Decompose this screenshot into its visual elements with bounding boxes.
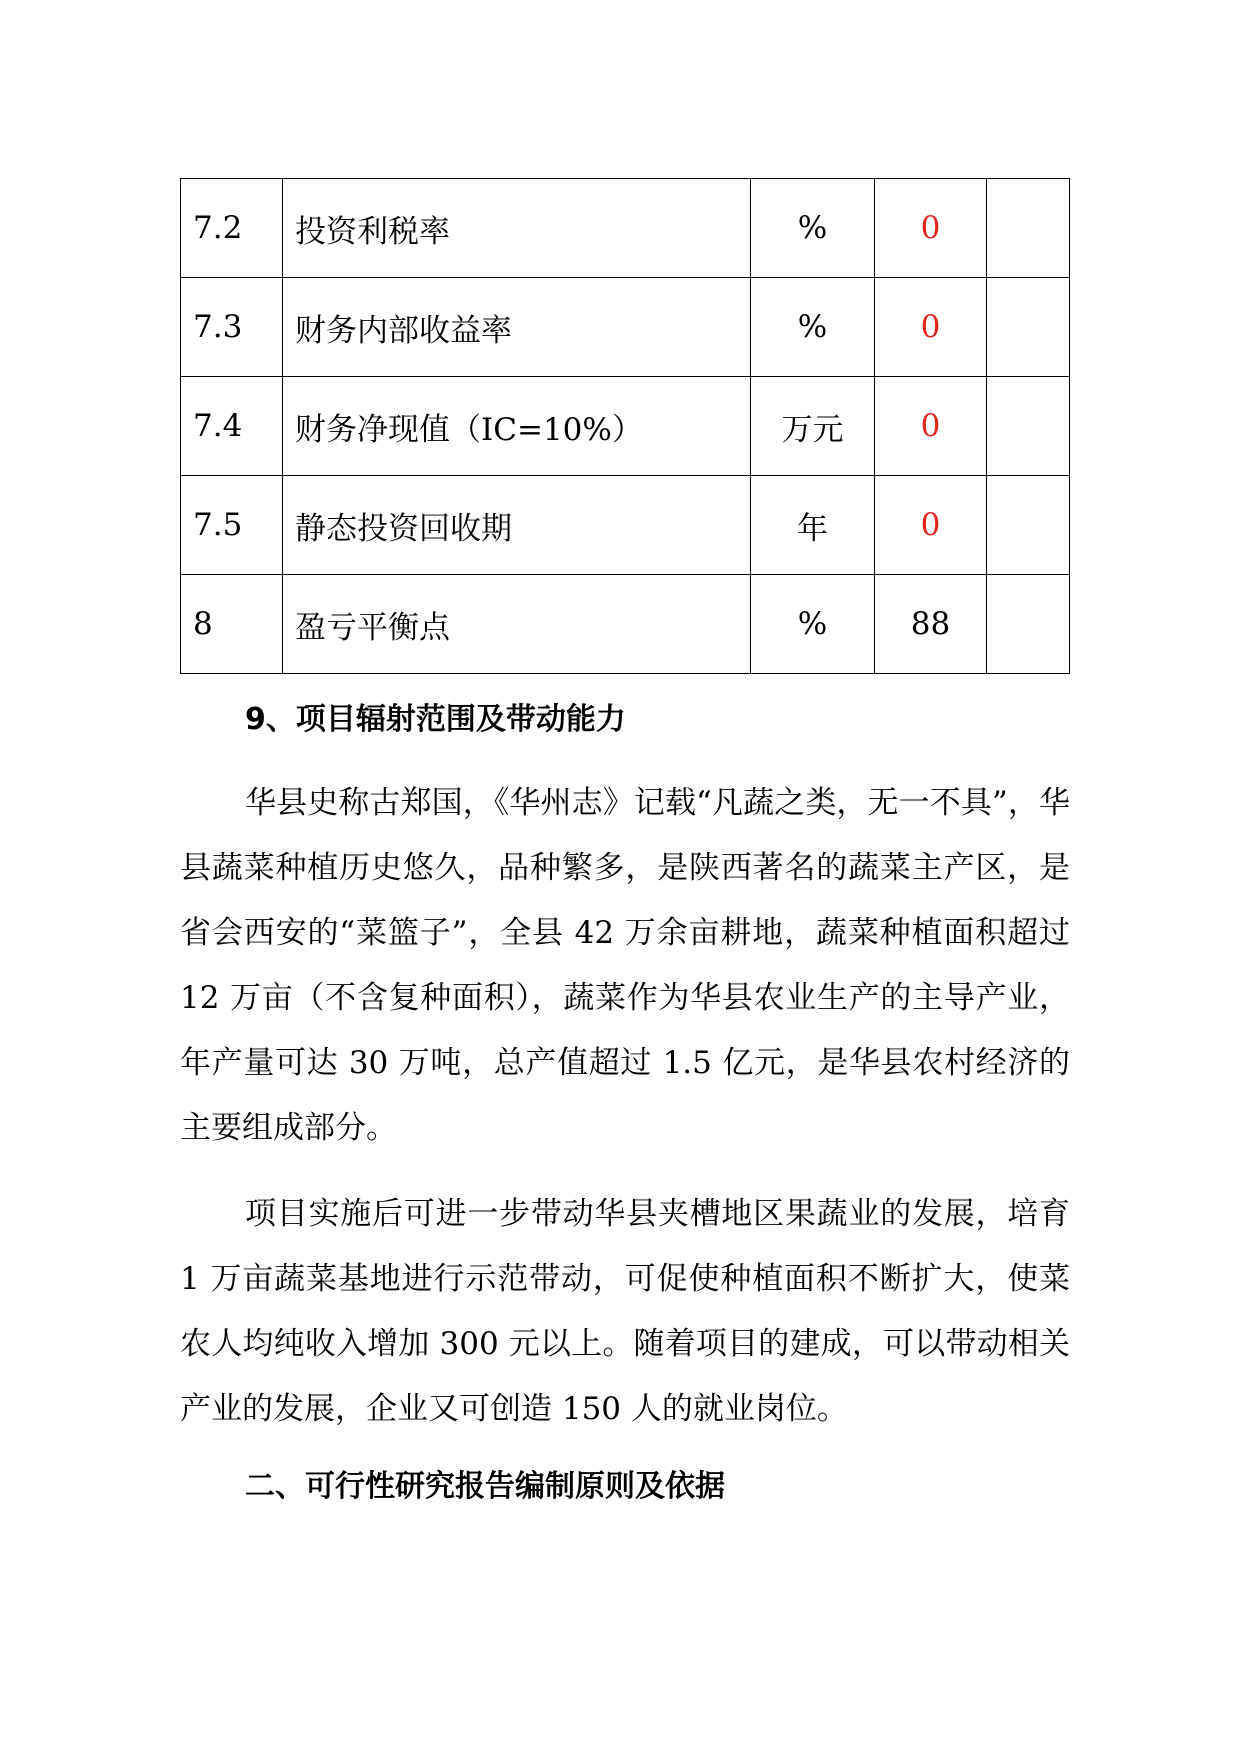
section-9-paragraph-2: 项目实施后可进一步带动华县夹槽地区果蔬业的发展，培育 1 万亩蔬菜基地进行示范带动，可促使种植面积不断扩大，使菜农人均纯收入增加 300 元以上。随着项目的建成，可以带动相关产业的发展，企业又可创造 150 人的就业岗位。 (180, 1196, 1070, 1427)
indicator-unit: % (751, 575, 875, 674)
indicator-unit: 万元 (751, 377, 875, 476)
row-number: 8 (181, 575, 283, 674)
row-number: 7.4 (181, 377, 283, 476)
table-row (181, 377, 1070, 476)
indicator-value: 0 (875, 476, 987, 575)
indicator-value: 0 (875, 377, 987, 476)
table-row (181, 179, 1070, 278)
section-2-heading: 二、可行性研究报告编制原则及依据 (245, 1469, 725, 1504)
indicator-value: 0 (875, 278, 987, 377)
indicator-note (987, 179, 1070, 278)
indicator-note (987, 278, 1070, 377)
indicator-unit: % (751, 278, 875, 377)
indicator-name: 盈亏平衡点 (283, 575, 751, 674)
section-9-heading: 9、项目辐射范围及带动能力 (245, 702, 626, 737)
indicator-unit: 年 (751, 476, 875, 575)
section-9-paragraph-1: 华县史称古郑国，《华州志》记载“凡蔬之类，无一不具”，华县蔬菜种植历史悠久，品种繁多，是陕西著名的蔬菜主产区，是省会西安的“菜篮子”，全县 42 万余亩耕地，蔬菜种植面积超过 12 万亩（不含复种面积），蔬菜作为华县农业生产的主导产业，年产量可达 30 万吨，总产值超过 1.5 亿元，是华县农村经济的主要组成部分。 (180, 785, 1070, 1146)
table-row (181, 575, 1070, 674)
financial-indicators-table (180, 178, 1070, 674)
indicator-note (987, 575, 1070, 674)
indicator-name: 财务内部收益率 (283, 278, 751, 377)
row-number: 7.2 (181, 179, 283, 278)
row-number: 7.3 (181, 278, 283, 377)
indicator-unit: % (751, 179, 875, 278)
indicator-name: 静态投资回收期 (283, 476, 751, 575)
indicator-value: 88 (875, 575, 987, 674)
table-row (181, 476, 1070, 575)
indicator-note (987, 476, 1070, 575)
table-row (181, 278, 1070, 377)
row-number: 7.5 (181, 476, 283, 575)
indicator-value: 0 (875, 179, 987, 278)
indicator-name: 财务净现值（IC=10%） (283, 377, 751, 476)
indicator-note (987, 377, 1070, 476)
indicator-name: 投资利税率 (283, 179, 751, 278)
